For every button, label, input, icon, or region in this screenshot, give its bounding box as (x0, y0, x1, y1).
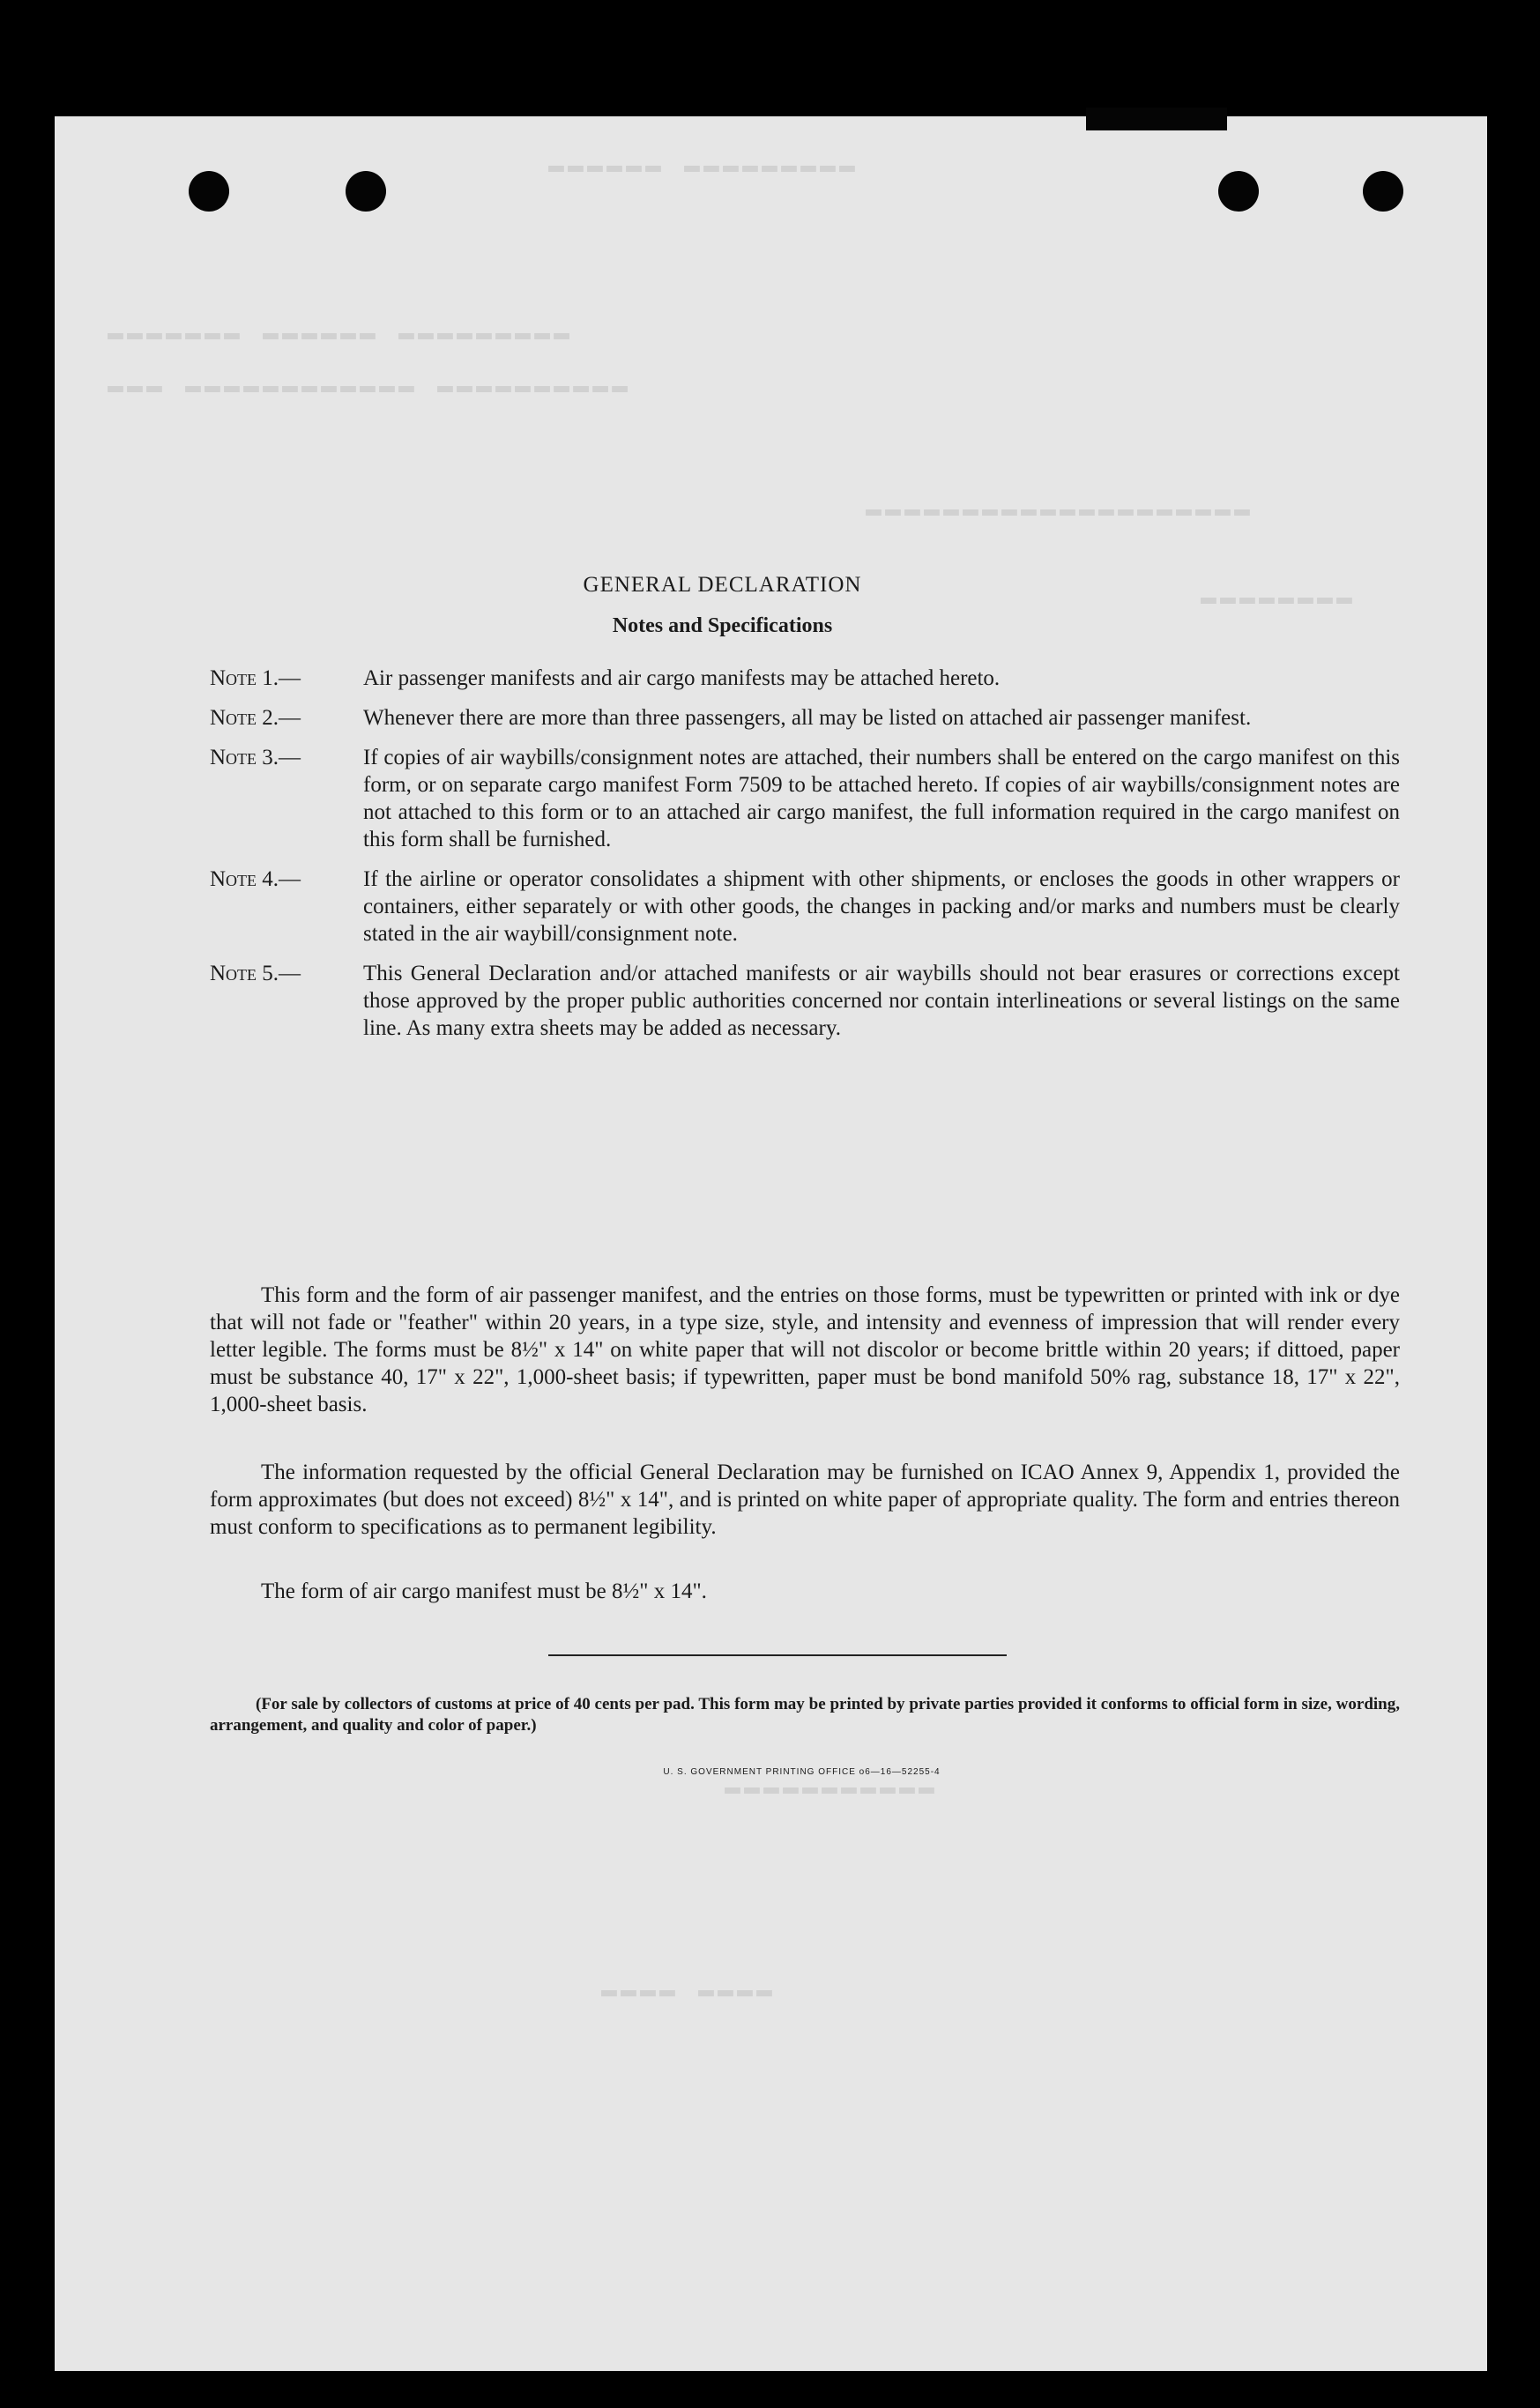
document-title: GENERAL DECLARATION (583, 573, 862, 597)
note-text: If the airline or operator consolidates a shipment with other shipments, or encloses the goods in other wrappers or containers, either separately or with other goods, the changes in packing and/or marks and numbers must be clearly stated in the air waybill/consignment note. (363, 867, 1400, 946)
note-text: If copies of air waybills/consignment notes are attached, their numbers shall be entered on the cargo manifest on this form, or on separate cargo manifest Form 7509 to be attached hereto. If copies of air waybills/consignment notes are not attached to this form or to an attached air cargo manifest, the full information required in the cargo manifest on this form shall be furnished. (363, 746, 1400, 851)
punch-hole (346, 171, 386, 212)
bleed-through-text: ▬▬▬▬▬▬▬▬▬▬▬▬▬▬▬▬▬▬▬▬ (866, 495, 1254, 525)
page-tab-notch (1086, 108, 1227, 130)
note-item (210, 704, 1400, 732)
note-text: Whenever there are more than three passengers, all may be listed on attached air passenger manifest. (363, 706, 1252, 730)
note-item (210, 744, 1400, 853)
bleed-through-text: ▬▬▬▬ ▬▬▬▬ (601, 1976, 777, 2006)
note-label: Note 1.— (210, 666, 301, 690)
printer-imprint: U. S. GOVERNMENT PRINTING OFFICE o6—16—52255-4 (663, 1767, 941, 1777)
document-subtitle: Notes and Specifications (612, 614, 833, 637)
punch-hole (1363, 171, 1403, 212)
punch-hole (189, 171, 229, 212)
note-label: Note 2.— (210, 706, 301, 730)
note-text: Air passenger manifests and air cargo manifests may be attached hereto. (363, 666, 1001, 690)
bleed-through-text: ▬▬▬▬▬▬▬▬ (1201, 583, 1357, 613)
notes-list (210, 665, 1400, 1054)
note-label: Note 5.— (210, 962, 301, 985)
note-text: This General Declaration and/or attached manifests or air waybills should not bear erasures or corrections except those approved by the proper public authorities concerned nor contain interlineations or several listings on the same line. As many extra sheets may be added as necessary. (363, 962, 1400, 1040)
document-page (55, 116, 1487, 2371)
punch-hole (1218, 171, 1259, 212)
cargo-manifest-size-paragraph: The form of air cargo manifest must be 8½" x 14". (261, 1579, 707, 1603)
bleed-through-text: ▬▬▬▬▬▬ ▬▬▬▬▬▬▬▬▬ (548, 152, 859, 182)
note-label: Note 4.— (210, 867, 301, 891)
bleed-through-text: ▬▬▬▬▬▬▬▬▬▬▬ (725, 1773, 939, 1803)
note-item (210, 665, 1400, 692)
note-item (210, 960, 1400, 1042)
signature-rule (548, 1654, 1007, 1656)
note-label: Note 3.— (210, 746, 301, 769)
form-specification-paragraph: This form and the form of air passenger manifest, and the entries on those forms, must be typewritten or printed with ink or dye that will not fade or "feather" within 20 years, in a type size, style, and intensity and evenness of impression that will render every letter legible. The forms must be 8½" x 14" on white paper that will not discolor or become brittle within 20 years; if dittoed, paper must be substance 40, 17" x 22", 1,000-sheet basis; if typewritten, paper must be bond manifold 50% rag, substance 18, 17" x 22", 1,000-sheet basis. (210, 1283, 1400, 1416)
icao-paragraph: The information requested by the official General Declaration may be furnished on ICAO Annex 9, Appendix 1, provided the form approximates (but does not exceed) 8½" x 14", and is printed on white paper of appropriate quality. The form and entries thereon must conform to specifications as to permanent legibility. (210, 1460, 1400, 1539)
bleed-through-text: ▬▬▬▬▬▬▬ ▬▬▬▬▬▬ ▬▬▬▬▬▬▬▬▬ (108, 319, 574, 349)
note-item (210, 866, 1400, 948)
sale-note: (For sale by collectors of customs at price of 40 cents per pad. This form may be printed by private parties provided it conforms to official form in size, wording, arrangement, and quality and color of paper.) (210, 1695, 1400, 1735)
bleed-through-text: ▬▬▬ ▬▬▬▬▬▬▬▬▬▬▬▬ ▬▬▬▬▬▬▬▬▬▬ (108, 372, 632, 402)
